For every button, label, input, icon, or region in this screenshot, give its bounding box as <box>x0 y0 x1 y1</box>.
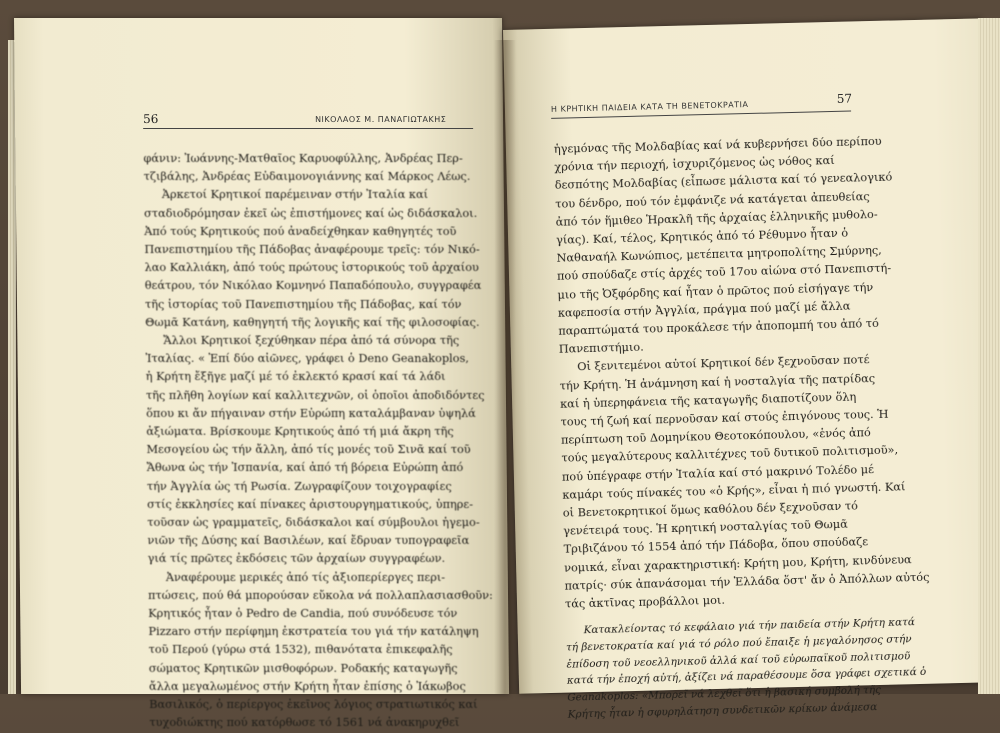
right-page-number: 57 <box>836 91 853 106</box>
text-line: γιά τίς πρῶτες ἐκδόσεις τῶν ἀρχαίων συγγραφέων. <box>147 552 446 566</box>
closing-paragraph <box>565 615 927 723</box>
left-page-number: 56 <box>142 112 159 127</box>
text-line: Ναθαναήλ Κωνώπιος, μετέπειτα μητροπολίτης Σμύρνης, <box>556 244 882 265</box>
text-line: γενέτειρά τους. Ἡ κρητική νοσταλγίας τοῦ Θωμᾶ <box>563 517 848 538</box>
text-line: Κρητικός ἦταν ὁ Pedro de Candia, πού συνόδευσε τόν <box>148 607 458 621</box>
text-line: ἐπίδοση τοῦ νεοελληνικοῦ ἀλλά καί τοῦ εὐρωπαϊκοῦ πολιτισμοῦ <box>566 649 911 671</box>
text-line: κατά τήν ἐποχή αὐτή, ἀξίζει νά παραθέσουμε ὅσα γράφει σχετικά ὁ <box>566 666 927 688</box>
text-line: τυχοδιώκτης πού κατόρθωσε τό 1561 νά ἀνακηρυχθεῖ <box>149 716 460 730</box>
text-line: δεσπότης Μολδαβίας (εἶπωσε μάλιστα καί τό γενεαλογικό <box>554 170 893 193</box>
book-gutter <box>494 40 516 694</box>
text-line: Οἱ ξενιτεμένοι αὐτοί Κρητικοί δέν ξεχνοῦσαν ποτέ <box>577 353 870 374</box>
text-line: τῆς πλῆθη λογίων καί καλλιτεχνῶν, οἱ ὁποῖοι ἀποδιδόντες <box>145 388 485 402</box>
text-line: Πανεπιστήμιο. <box>558 340 644 356</box>
text-line: ὅπου κι ἄν πήγαιναν στήν Εὐρώπη καταλάμβαναν ὑψηλά <box>146 406 476 420</box>
text-line: νιῶν τῆς Δύσης καί Βασιλέων, καί ἔδρυαν τυπογραφεῖα <box>147 534 470 548</box>
text-line: Pizzaro στήν περίφημη ἐκστρατεία του γιά τήν κατάληψη <box>148 625 479 639</box>
text-line: τούς μεγαλύτερους καλλιτέχνες τοῦ δυτικοῦ πολιτισμοῦ», <box>561 443 899 466</box>
text-line: τους τή ζωή καί περνοῦσαν καί στούς ἐπιγόνους τους. Ἡ <box>560 407 889 429</box>
text-line: πατρίς· σύκ ἀπανάσομαι τήν Ἑλλάδα ὅστ' ἄν ὁ Ἀπόλλων αὐτός <box>564 570 930 593</box>
text-line: τοῦσαν ὡς γραμματεῖς, διδάσκαλοι καί σύμβουλοι ἡγεμο- <box>147 516 480 530</box>
text-line: Geanakoplos: «Μπορεῖ νά λεχθεῖ ὅτι ἡ βασική συμβολή τῆς <box>567 684 882 704</box>
text-line: Πανεπιστημίου τῆς Πάδοβας ἀναφέρουμε τρεῖς: τόν Νικό- <box>144 243 480 257</box>
text-line: μιο τῆς Ὀξφόρδης καί ἦταν ὁ πρῶτος πού εἰσήγαγε τήν <box>557 280 874 302</box>
text-line: τοῦ Περού (γύρω στά 1532), πιθανότατα ἐπικεφαλῆς <box>148 643 453 657</box>
text-line: ἡ Κρήτη ἔξῆγε μαζί μέ τό ἐκλεκτό κρασί καί τά λάδι <box>145 370 446 384</box>
text-line: πού ὑπέγραφε στήν Ἰταλία καί στό μακρινό Τολέδο μέ <box>561 462 875 484</box>
text-line: Βασιλικός, ὁ περίεργος ἐκεῖνος λόγιος στρατιωτικός καί <box>149 698 478 712</box>
text-line: τήν Ἀγγλία ὡς τή Ρωσία. Ζωγραφίζουν τοιχογραφίες <box>146 479 452 493</box>
text-line: γίας). Καί, τέλος, Κρητικός ἀπό τό Ρέθυμνο ἦταν ὁ <box>555 226 849 247</box>
text-line: πού σπούδαζε στίς ἀρχές τοῦ 17ου αἰώνα στό Πανεπιστή- <box>556 262 892 284</box>
text-line: οἱ Βενετοκρητικοί ὅμως καθόλου δέν ξεχνοῦσαν τό <box>562 499 859 520</box>
text-line: καμάρι τούς πίνακές του «ὁ Κρής», εἶναι ἡ πιό γνωστή. Καί <box>562 480 906 502</box>
text-line: χρόνια τήν περιοχή, ἰσχυριζόμενος ὡς νόθος καί <box>554 154 835 174</box>
text-line: τή βενετοκρατία καί γιά τό ρόλο πού ἔπαιξε ἡ μεγαλόνησος στήν <box>565 632 912 654</box>
text-line: τῆς ἱστορίας τοῦ Πανεπιστημίου τῆς Πάδοβας, καί τόν <box>144 297 462 311</box>
right-running-head: Η ΚΡΗΤΙΚΗ ΠΑΙΔΕΙΑ ΚΑΤΑ ΤΗ ΒΕΝΕΤΟΚΡΑΤΙΑ <box>550 100 749 114</box>
text-line: Τριβιζάνου τό 1554 ἀπό τήν Πάδοβα, ὅπου σπούδαζε <box>563 535 869 557</box>
text-line: Θωμᾶ Κατάνη, καθηγητή τῆς λογικῆς καί τῆς φιλοσοφίας. <box>145 315 480 329</box>
text-line: τήν Κρήτη. Ἡ ἀνάμνηση καί ἡ νοσταλγία τῆς πατρίδας <box>559 371 876 393</box>
text-line: πτώσεις, πού θά μπορούσαν εὔκολα νά πολλαπλασιασθοῦν: <box>147 588 493 602</box>
left-body-text <box>143 150 493 733</box>
text-line: ἀξιώματα. Βρίσκουμε Κρητικούς ἀπό τή μιά ἄκρη τῆς <box>146 425 454 439</box>
right-page <box>503 18 997 721</box>
text-line: Ἀπό τούς Κρητικούς πού ἀναδείχθηκαν καθηγητές τοῦ <box>144 224 457 238</box>
text-line: Ἰταλίας. « Ἐπί δύο αἰῶνες, γράφει ὁ Deno Geanakoplos, <box>145 352 470 366</box>
text-line: του δένδρο, πού τόν ἐμφάνιζε νά κατάγεται ἀπευθείας <box>555 189 870 211</box>
text-line: καφεποσία στήν Ἀγγλία, πράγμα πού μαζί μέ ἄλλα <box>557 299 851 320</box>
right-body-text <box>553 133 930 613</box>
text-line: Κατακλείοντας τό κεφάλαιο γιά τήν παιδεία στήν Κρήτη κατά <box>583 616 916 637</box>
text-line: στίς ἐκκλησίες καί πίνακες ἀριστουργηματικούς, ὑπηρε- <box>147 497 474 511</box>
text-line: σταδιοδρόμησαν ἐκεῖ ὡς ἐπιστήμονες καί ὡς διδάσκαλοι. <box>143 206 478 220</box>
text-line: Κρήτης ἦταν ἡ σφυρηλάτηση συνδετικῶν κρίκων ἀνάμεσα <box>567 701 878 721</box>
text-line: ἀπό τόν ἥμιθεο Ἡρακλῆ τῆς ἀρχαίας ἑλληνικῆς μυθολο- <box>555 207 878 229</box>
text-line: Ἀναφέρουμε μερικές ἀπό τίς ἀξιοπερίεργες περι- <box>165 570 446 584</box>
text-line: τζιβάλης, Ἀνδρέας Εὐδαιμονογιάννης καί Μάρκος Λέως. <box>143 170 471 184</box>
text-line: Ἄλλοι Κρητικοί ξεχύθηκαν πέρα ἀπό τά σύνορα τῆς <box>163 334 460 348</box>
text-line: θεάτρου, τόν Νικόλαο Κομνηνό Παπαδόπουλο, συγγραφέα <box>144 279 482 293</box>
text-line: καί ἡ ὑπερηφάνεια τῆς καταγωγῆς διαποτίζουν ὅλη <box>559 390 857 411</box>
text-line: ἡγεμόνας τῆς Μολδαβίας καί νά κυβερνήσει δύο περίπου <box>553 134 882 156</box>
text-line: σώματος Κρητικῶν μισθοφόρων. Ροδακής καταγωγῆς <box>148 661 458 675</box>
text-line: φάνιν: Ἰωάννης-Ματθαῖος Καρυοφύλλης, Ἀνδρέας Περ- <box>143 152 463 166</box>
text-line: Μεσογείου ὡς τήν ἄλλη, ἀπό τίς μονές τοῦ Σινᾶ καί τοῦ <box>146 443 471 457</box>
text-line: περίπτωση τοῦ Δομηνίκου Θεοτοκόπουλου, «ἑνός ἀπό <box>560 426 871 447</box>
text-line: ἄλλα μεγαλωμένος στήν Κρήτη ἦταν ἐπίσης ὁ Ἰάκωβος <box>148 679 466 693</box>
text-line: Ἄθωνα ὡς τήν Ἰσπανία, καί ἀπό τή βόρεια Εὐρώπη ἀπό <box>146 461 464 475</box>
text-line: τάς ἀκτῖνας προβάλλοι μοι. <box>564 593 726 611</box>
left-head-rule <box>143 128 473 129</box>
left-page <box>14 18 509 730</box>
text-line: νομικά, εἶναι χαρακτηριστική: Κρήτη μου, Κρήτη, κινδύνευα <box>564 552 912 575</box>
text-line: Ἀρκετοί Κρητικοί παρέμειναν στήν Ἰταλία καί <box>161 188 429 202</box>
text-line: παραπτώματά του προκάλεσε τήν ἀποπομπή του ἀπό τό <box>558 316 880 338</box>
left-running-head: ΝΙΚΟΛΑΟΣ Μ. ΠΑΝΑΓΙΩΤΑΚΗΣ <box>314 115 447 125</box>
right-page-edges <box>978 18 1000 694</box>
text-line: λαο Καλλιάκη, ἀπό τούς πρώτους ἱστορικούς τοῦ ἀρχαίου <box>144 261 479 275</box>
